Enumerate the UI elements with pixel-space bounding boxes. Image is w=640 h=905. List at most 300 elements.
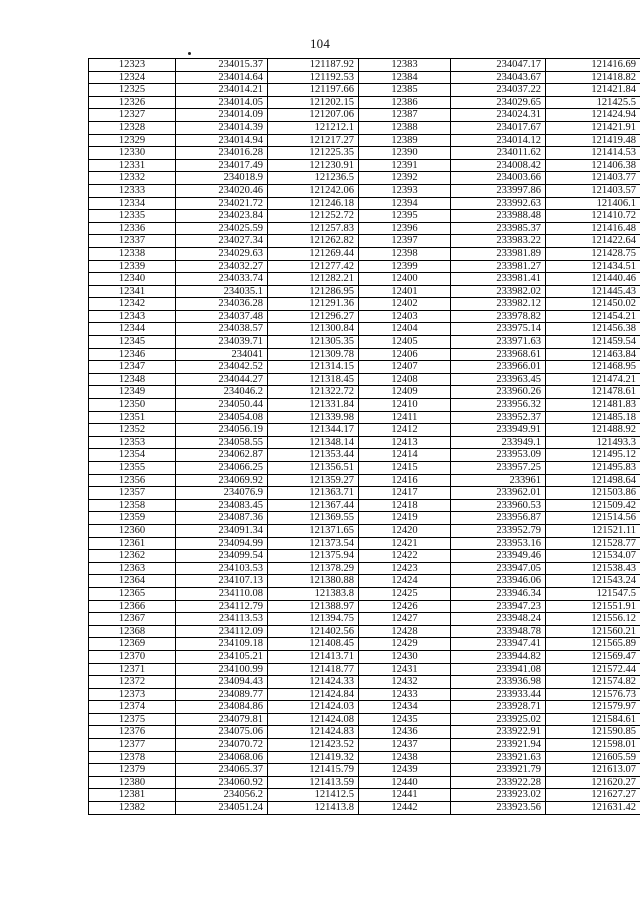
x-coordinate-cell: 233921.63 [451, 751, 546, 764]
x-coordinate-cell: 233949.46 [451, 550, 546, 563]
y-coordinate-cell: 121207.06 [268, 109, 359, 122]
point-id-cell: 12366 [89, 600, 176, 613]
x-coordinate-cell: 233968.61 [451, 348, 546, 361]
table-row [89, 562, 640, 575]
table-row [89, 411, 640, 424]
y-coordinate-cell: 121543.24 [546, 575, 640, 588]
x-coordinate-cell: 233957.25 [451, 462, 546, 475]
y-coordinate-cell: 121493.3 [546, 436, 640, 449]
y-coordinate-cell: 121322.72 [268, 386, 359, 399]
point-id-cell: 12398 [359, 247, 451, 260]
point-id-cell: 12437 [359, 739, 451, 752]
y-coordinate-cell: 121627.27 [546, 789, 640, 802]
x-coordinate-cell: 233960.26 [451, 386, 546, 399]
x-coordinate-cell: 234014.21 [176, 84, 268, 97]
y-coordinate-cell: 121252.72 [268, 210, 359, 223]
table-row [89, 638, 640, 651]
point-id-cell: 12402 [359, 298, 451, 311]
point-id-cell: 12328 [89, 121, 176, 134]
x-coordinate-cell: 234089.77 [176, 688, 268, 701]
point-id-cell: 12439 [359, 764, 451, 777]
point-id-cell: 12325 [89, 84, 176, 97]
point-id-cell: 12354 [89, 449, 176, 462]
point-id-cell: 12345 [89, 336, 176, 349]
point-id-cell: 12334 [89, 197, 176, 210]
point-id-cell: 12374 [89, 701, 176, 714]
x-coordinate-cell: 234037.48 [176, 310, 268, 323]
x-coordinate-cell: 233946.34 [451, 587, 546, 600]
x-coordinate-cell: 233933.44 [451, 688, 546, 701]
x-coordinate-cell: 234051.24 [176, 802, 268, 815]
x-coordinate-cell: 234025.59 [176, 222, 268, 235]
x-coordinate-cell: 234018.9 [176, 172, 268, 185]
point-id-cell: 12385 [359, 84, 451, 97]
y-coordinate-cell: 121613.07 [546, 764, 640, 777]
point-id-cell: 12430 [359, 650, 451, 663]
point-id-cell: 12414 [359, 449, 451, 462]
y-coordinate-cell: 121331.84 [268, 399, 359, 412]
y-coordinate-cell: 121528.77 [546, 537, 640, 550]
x-coordinate-cell: 233936.98 [451, 676, 546, 689]
point-id-cell: 12424 [359, 575, 451, 588]
point-id-cell: 12394 [359, 197, 451, 210]
table-row [89, 751, 640, 764]
x-coordinate-cell: 233981.89 [451, 247, 546, 260]
y-coordinate-cell: 121421.91 [546, 121, 640, 134]
y-coordinate-cell: 121282.21 [268, 273, 359, 286]
y-coordinate-cell: 121424.08 [268, 713, 359, 726]
point-id-cell: 12332 [89, 172, 176, 185]
point-id-cell: 12327 [89, 109, 176, 122]
point-id-cell: 12323 [89, 59, 176, 72]
point-id-cell: 12378 [89, 751, 176, 764]
point-id-cell: 12335 [89, 210, 176, 223]
point-id-cell: 12383 [359, 59, 451, 72]
y-coordinate-cell: 121498.64 [546, 474, 640, 487]
x-coordinate-cell: 233961 [451, 474, 546, 487]
point-id-cell: 12416 [359, 474, 451, 487]
x-coordinate-cell: 233947.23 [451, 600, 546, 613]
y-coordinate-cell: 121413.8 [268, 802, 359, 815]
point-id-cell: 12330 [89, 147, 176, 160]
table-row [89, 96, 640, 109]
x-coordinate-cell: 234099.54 [176, 550, 268, 563]
point-id-cell: 12399 [359, 260, 451, 273]
y-coordinate-cell: 121418.82 [546, 71, 640, 84]
y-coordinate-cell: 121363.71 [268, 487, 359, 500]
y-coordinate-cell: 121440.46 [546, 273, 640, 286]
table-row [89, 121, 640, 134]
y-coordinate-cell: 121421.84 [546, 84, 640, 97]
y-coordinate-cell: 121478.61 [546, 386, 640, 399]
table-row [89, 399, 640, 412]
x-coordinate-cell: 234014.39 [176, 121, 268, 134]
y-coordinate-cell: 121576.73 [546, 688, 640, 701]
y-coordinate-cell: 121551.91 [546, 600, 640, 613]
table-row [89, 462, 640, 475]
x-coordinate-cell: 234016.28 [176, 147, 268, 160]
table-row [89, 361, 640, 374]
x-coordinate-cell: 234003.66 [451, 172, 546, 185]
point-id-cell: 12370 [89, 650, 176, 663]
y-coordinate-cell: 121488.92 [546, 424, 640, 437]
table-row [89, 512, 640, 525]
y-coordinate-cell: 121406.38 [546, 159, 640, 172]
y-coordinate-cell: 121318.45 [268, 373, 359, 386]
y-coordinate-cell: 121413.59 [268, 776, 359, 789]
table-row [89, 650, 640, 663]
y-coordinate-cell: 121534.07 [546, 550, 640, 563]
y-coordinate-cell: 121425.5 [546, 96, 640, 109]
table-row [89, 310, 640, 323]
x-coordinate-cell: 234042.52 [176, 361, 268, 374]
x-coordinate-cell: 234060.92 [176, 776, 268, 789]
table-row [89, 524, 640, 537]
table-row [89, 147, 640, 160]
point-id-cell: 12333 [89, 184, 176, 197]
table-row [89, 260, 640, 273]
x-coordinate-cell: 233956.32 [451, 399, 546, 412]
y-coordinate-cell: 121375.94 [268, 550, 359, 563]
point-id-cell: 12346 [89, 348, 176, 361]
point-id-cell: 12429 [359, 638, 451, 651]
x-coordinate-cell: 233982.02 [451, 285, 546, 298]
table-row [89, 184, 640, 197]
x-coordinate-cell: 233923.02 [451, 789, 546, 802]
x-coordinate-cell: 234105.21 [176, 650, 268, 663]
y-coordinate-cell: 121339.98 [268, 411, 359, 424]
point-id-cell: 12364 [89, 575, 176, 588]
x-coordinate-cell: 233925.02 [451, 713, 546, 726]
x-coordinate-cell: 233960.53 [451, 499, 546, 512]
table-row [89, 499, 640, 512]
point-id-cell: 12343 [89, 310, 176, 323]
y-coordinate-cell: 121456.38 [546, 323, 640, 336]
x-coordinate-cell: 233988.48 [451, 210, 546, 223]
point-id-cell: 12357 [89, 487, 176, 500]
table-row [89, 575, 640, 588]
point-id-cell: 12361 [89, 537, 176, 550]
point-id-cell: 12390 [359, 147, 451, 160]
point-id-cell: 12349 [89, 386, 176, 399]
x-coordinate-cell: 233944.82 [451, 650, 546, 663]
table-row [89, 613, 640, 626]
table-row [89, 663, 640, 676]
y-coordinate-cell: 121538.43 [546, 562, 640, 575]
x-coordinate-cell: 234024.31 [451, 109, 546, 122]
y-coordinate-cell: 121503.86 [546, 487, 640, 500]
point-id-cell: 12434 [359, 701, 451, 714]
point-id-cell: 12396 [359, 222, 451, 235]
y-coordinate-cell: 121418.77 [268, 663, 359, 676]
table-row [89, 676, 640, 689]
table-row [89, 273, 640, 286]
table-row [89, 323, 640, 336]
point-id-cell: 12337 [89, 235, 176, 248]
x-coordinate-cell: 234017.49 [176, 159, 268, 172]
point-id-cell: 12440 [359, 776, 451, 789]
point-id-cell: 12360 [89, 524, 176, 537]
point-id-cell: 12367 [89, 613, 176, 626]
x-coordinate-cell: 233978.82 [451, 310, 546, 323]
point-id-cell: 12359 [89, 512, 176, 525]
y-coordinate-cell: 121367.44 [268, 499, 359, 512]
point-id-cell: 12391 [359, 159, 451, 172]
y-coordinate-cell: 121412.5 [268, 789, 359, 802]
table-row [89, 298, 640, 311]
y-coordinate-cell: 121450.02 [546, 298, 640, 311]
y-coordinate-cell: 121434.51 [546, 260, 640, 273]
point-id-cell: 12381 [89, 789, 176, 802]
x-coordinate-cell: 233948.24 [451, 613, 546, 626]
y-coordinate-cell: 121286.95 [268, 285, 359, 298]
point-id-cell: 12409 [359, 386, 451, 399]
y-coordinate-cell: 121242.06 [268, 184, 359, 197]
x-coordinate-cell: 234014.94 [176, 134, 268, 147]
y-coordinate-cell: 121514.56 [546, 512, 640, 525]
x-coordinate-cell: 233953.09 [451, 449, 546, 462]
table-row [89, 537, 640, 550]
y-coordinate-cell: 121262.82 [268, 235, 359, 248]
point-id-cell: 12405 [359, 336, 451, 349]
x-coordinate-cell: 234103.53 [176, 562, 268, 575]
point-id-cell: 12433 [359, 688, 451, 701]
point-id-cell: 12363 [89, 562, 176, 575]
point-id-cell: 12368 [89, 625, 176, 638]
table-row [89, 776, 640, 789]
y-coordinate-cell: 121445.43 [546, 285, 640, 298]
point-id-cell: 12351 [89, 411, 176, 424]
x-coordinate-cell: 234027.34 [176, 235, 268, 248]
x-coordinate-cell: 233963.45 [451, 373, 546, 386]
y-coordinate-cell: 121605.59 [546, 751, 640, 764]
x-coordinate-cell: 233947.41 [451, 638, 546, 651]
y-coordinate-cell: 121378.29 [268, 562, 359, 575]
table-row [89, 247, 640, 260]
table-row [89, 348, 640, 361]
x-coordinate-cell: 234033.74 [176, 273, 268, 286]
y-coordinate-cell: 121309.78 [268, 348, 359, 361]
y-coordinate-cell: 121598.01 [546, 739, 640, 752]
x-coordinate-cell: 234091.34 [176, 524, 268, 537]
point-id-cell: 12350 [89, 399, 176, 412]
x-coordinate-cell: 234056.19 [176, 424, 268, 437]
table-row [89, 449, 640, 462]
x-coordinate-cell: 234020.46 [176, 184, 268, 197]
x-coordinate-cell: 233923.56 [451, 802, 546, 815]
y-coordinate-cell: 121187.92 [268, 59, 359, 72]
table-row [89, 587, 640, 600]
x-coordinate-cell: 234054.08 [176, 411, 268, 424]
x-coordinate-cell: 234032.27 [176, 260, 268, 273]
table-row [89, 235, 640, 248]
y-coordinate-cell: 121556.12 [546, 613, 640, 626]
x-coordinate-cell: 234046.2 [176, 386, 268, 399]
point-id-cell: 12393 [359, 184, 451, 197]
point-id-cell: 12384 [359, 71, 451, 84]
y-coordinate-cell: 121428.75 [546, 247, 640, 260]
table-row [89, 424, 640, 437]
point-id-cell: 12365 [89, 587, 176, 600]
y-coordinate-cell: 121406.1 [546, 197, 640, 210]
x-coordinate-cell: 233962.01 [451, 487, 546, 500]
x-coordinate-cell: 234043.67 [451, 71, 546, 84]
point-id-cell: 12397 [359, 235, 451, 248]
x-coordinate-cell: 234035.1 [176, 285, 268, 298]
x-coordinate-cell: 233992.63 [451, 197, 546, 210]
point-id-cell: 12428 [359, 625, 451, 638]
x-coordinate-cell: 234058.55 [176, 436, 268, 449]
x-coordinate-cell: 233949.91 [451, 424, 546, 437]
point-id-cell: 12373 [89, 688, 176, 701]
point-id-cell: 12355 [89, 462, 176, 475]
y-coordinate-cell: 121565.89 [546, 638, 640, 651]
table-row [89, 600, 640, 613]
y-coordinate-cell: 121388.97 [268, 600, 359, 613]
point-id-cell: 12425 [359, 587, 451, 600]
y-coordinate-cell: 121348.14 [268, 436, 359, 449]
x-coordinate-cell: 234083.45 [176, 499, 268, 512]
x-coordinate-cell: 234069.92 [176, 474, 268, 487]
y-coordinate-cell: 121236.5 [268, 172, 359, 185]
point-id-cell: 12427 [359, 613, 451, 626]
table-row [89, 701, 640, 714]
x-coordinate-cell: 233966.01 [451, 361, 546, 374]
table-row [89, 789, 640, 802]
x-coordinate-cell: 234038.57 [176, 323, 268, 336]
x-coordinate-cell: 233941.08 [451, 663, 546, 676]
scan-speck [188, 52, 191, 55]
y-coordinate-cell: 121590.85 [546, 726, 640, 739]
y-coordinate-cell: 121481.83 [546, 399, 640, 412]
point-id-cell: 12358 [89, 499, 176, 512]
x-coordinate-cell: 234014.05 [176, 96, 268, 109]
x-coordinate-cell: 233947.05 [451, 562, 546, 575]
y-coordinate-cell: 121416.48 [546, 222, 640, 235]
y-coordinate-cell: 121300.84 [268, 323, 359, 336]
y-coordinate-cell: 121569.47 [546, 650, 640, 663]
table-row [89, 210, 640, 223]
x-coordinate-cell: 233983.22 [451, 235, 546, 248]
y-coordinate-cell: 121495.83 [546, 462, 640, 475]
y-coordinate-cell: 121269.44 [268, 247, 359, 260]
x-coordinate-cell: 234094.99 [176, 537, 268, 550]
x-coordinate-cell: 234065.37 [176, 764, 268, 777]
point-id-cell: 12331 [89, 159, 176, 172]
point-id-cell: 12379 [89, 764, 176, 777]
point-id-cell: 12431 [359, 663, 451, 676]
point-id-cell: 12353 [89, 436, 176, 449]
point-id-cell: 12347 [89, 361, 176, 374]
x-coordinate-cell: 233981.41 [451, 273, 546, 286]
y-coordinate-cell: 121463.84 [546, 348, 640, 361]
y-coordinate-cell: 121305.35 [268, 336, 359, 349]
x-coordinate-cell: 233981.27 [451, 260, 546, 273]
table-row [89, 134, 640, 147]
y-coordinate-cell: 121485.18 [546, 411, 640, 424]
x-coordinate-cell: 234014.12 [451, 134, 546, 147]
y-coordinate-cell: 121560.21 [546, 625, 640, 638]
x-coordinate-cell: 233948.78 [451, 625, 546, 638]
y-coordinate-cell: 121202.15 [268, 96, 359, 109]
x-coordinate-cell: 233946.06 [451, 575, 546, 588]
table-row [89, 726, 640, 739]
point-id-cell: 12342 [89, 298, 176, 311]
x-coordinate-cell: 233921.79 [451, 764, 546, 777]
y-coordinate-cell: 121474.21 [546, 373, 640, 386]
point-id-cell: 12423 [359, 562, 451, 575]
table-row [89, 71, 640, 84]
table-row [89, 688, 640, 701]
table-row [89, 336, 640, 349]
point-id-cell: 12420 [359, 524, 451, 537]
point-id-cell: 12324 [89, 71, 176, 84]
x-coordinate-cell: 234014.09 [176, 109, 268, 122]
table-row [89, 625, 640, 638]
point-id-cell: 12392 [359, 172, 451, 185]
y-coordinate-cell: 121371.65 [268, 524, 359, 537]
x-coordinate-cell: 234021.72 [176, 197, 268, 210]
x-coordinate-cell: 234011.62 [451, 147, 546, 160]
point-id-cell: 12441 [359, 789, 451, 802]
point-id-cell: 12412 [359, 424, 451, 437]
point-id-cell: 12403 [359, 310, 451, 323]
y-coordinate-cell: 121230.91 [268, 159, 359, 172]
y-coordinate-cell: 121246.18 [268, 197, 359, 210]
table-row [89, 172, 640, 185]
table-row [89, 222, 640, 235]
x-coordinate-cell: 234039.71 [176, 336, 268, 349]
point-id-cell: 12339 [89, 260, 176, 273]
x-coordinate-cell: 233921.94 [451, 739, 546, 752]
table-row [89, 550, 640, 563]
y-coordinate-cell: 121403.77 [546, 172, 640, 185]
point-id-cell: 12442 [359, 802, 451, 815]
x-coordinate-cell: 234084.86 [176, 701, 268, 714]
x-coordinate-cell: 234029.63 [176, 247, 268, 260]
point-id-cell: 12388 [359, 121, 451, 134]
y-coordinate-cell: 121468.95 [546, 361, 640, 374]
x-coordinate-cell: 234056.2 [176, 789, 268, 802]
x-coordinate-cell: 233952.37 [451, 411, 546, 424]
point-id-cell: 12435 [359, 713, 451, 726]
x-coordinate-cell: 234109.18 [176, 638, 268, 651]
point-id-cell: 12432 [359, 676, 451, 689]
y-coordinate-cell: 121356.51 [268, 462, 359, 475]
y-coordinate-cell: 121419.48 [546, 134, 640, 147]
table-row [89, 713, 640, 726]
coordinates-table [88, 58, 640, 815]
y-coordinate-cell: 121277.42 [268, 260, 359, 273]
y-coordinate-cell: 121459.54 [546, 336, 640, 349]
table-row [89, 764, 640, 777]
y-coordinate-cell: 121416.69 [546, 59, 640, 72]
x-coordinate-cell: 233997.86 [451, 184, 546, 197]
point-id-cell: 12352 [89, 424, 176, 437]
table-row [89, 159, 640, 172]
y-coordinate-cell: 121509.42 [546, 499, 640, 512]
point-id-cell: 12426 [359, 600, 451, 613]
x-coordinate-cell: 234110.08 [176, 587, 268, 600]
y-coordinate-cell: 121373.54 [268, 537, 359, 550]
table-row [89, 84, 640, 97]
x-coordinate-cell: 234017.67 [451, 121, 546, 134]
point-id-cell: 12348 [89, 373, 176, 386]
y-coordinate-cell: 121419.32 [268, 751, 359, 764]
y-coordinate-cell: 121620.27 [546, 776, 640, 789]
point-id-cell: 12338 [89, 247, 176, 260]
y-coordinate-cell: 121225.35 [268, 147, 359, 160]
